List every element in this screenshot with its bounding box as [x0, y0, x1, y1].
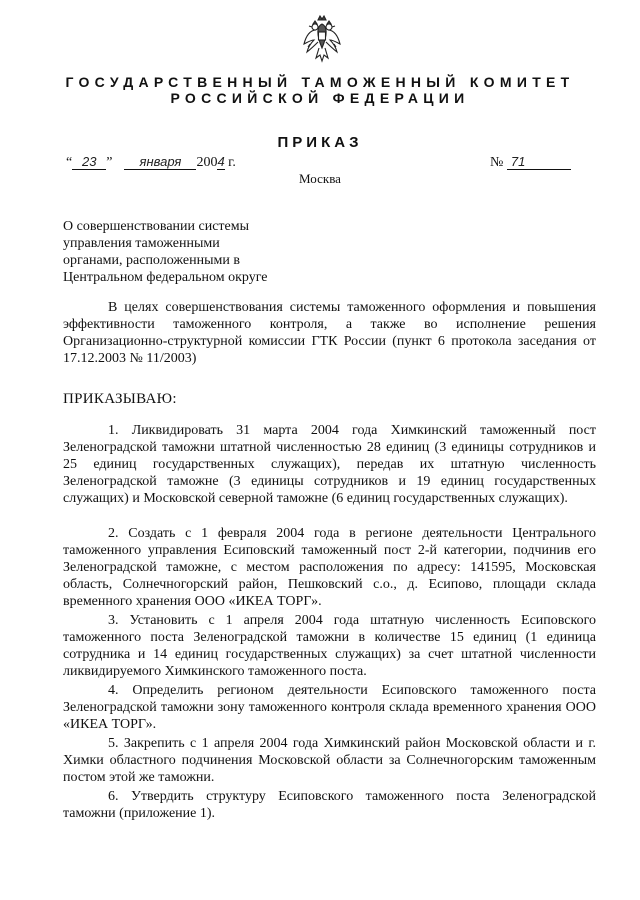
order-item-3: 3. Установить с 1 апреля 2004 года штатную численность Есиповского таможенного поста Зеленоградской таможни в количестве 15 единиц (1 единица сотрудника и 14 единиц государственных служащих) за счет штатной численности ликвидируемого Химкинского таможенного поста.	[63, 613, 596, 679]
date-quote-open: “	[66, 155, 73, 170]
order-item-2: 2. Создать с 1 февраля 2004 года в регионе деятельности Центрального таможенного управления Есиповский таможенный пост 2-й категории, подчинив его Зеленоградской таможне, с местом расположения по адресу: 141595, Московская область, Солнечногорский район, Пешковский с.о., д. Есипово, площади склада временного хранения ООО «ИКЕА ТОРГ».	[63, 526, 596, 609]
document-date	[66, 154, 236, 171]
date-quote-close: ”	[106, 155, 113, 170]
order-item-1: 1. Ликвидировать 31 марта 2004 года Химкинский таможенный пост Зеленоградской таможни штатной численностью 28 единиц (3 единицы сотрудников и 25 единиц государственных служащих), передав их штатную численность Зеленоградской таможне (3 единицы сотрудников и 19 единиц государственных служащих) и Московской северной таможне (6 единиц государственных служащих).	[63, 423, 596, 506]
issue-city: Москва	[299, 171, 341, 186]
subject-line: О совершенствовании системы	[63, 219, 250, 234]
document-number	[490, 154, 571, 171]
order-item-4: 4. Определить регионом деятельности Есиповского таможенного поста Зеленоградской таможни зону таможенного контроля склада временного хранения ООО «ИКЕА ТОРГ».	[63, 683, 596, 732]
number-value: 71	[507, 154, 571, 170]
document-title: ПРИКАЗ	[277, 134, 363, 151]
date-year-suffix: г.	[224, 155, 236, 170]
date-day: 23	[72, 154, 106, 170]
subject-heading	[63, 218, 323, 286]
order-word: ПРИКАЗЫВАЮ:	[63, 391, 177, 407]
double-headed-eagle-emblem-icon	[302, 14, 342, 64]
date-year-prefix: 200	[196, 155, 218, 170]
preamble-paragraph: В целях совершенствования системы таможенного оформления и повышения эффективности таможенного контроля, а также во исполнение решения Организационно-структурной комиссии ГТК России (пункт 6 протокола заседания от 17.12.2003 № 11/2003)	[63, 300, 596, 366]
date-month: января	[124, 154, 196, 170]
number-label: №	[490, 155, 504, 170]
organization-name-line1: ГОСУДАРСТВЕННЫЙ ТАМОЖЕННЫЙ КОМИТЕТ	[65, 74, 575, 90]
subject-line: Центральном федеральном округе	[63, 270, 268, 285]
subject-line: управления таможенными	[63, 236, 220, 251]
order-item-5: 5. Закрепить с 1 апреля 2004 года Химкинский район Московской области и г. Химки областного подчинения Московской области за Солнечногорским таможенным постом этой же таможни.	[63, 736, 596, 785]
date-year-digit: 4	[217, 154, 225, 169]
order-item-6: 6. Утвердить структуру Есиповского таможенного поста Зеленоградской таможни (приложение 1).	[63, 789, 596, 821]
subject-line: органами, расположенными в	[63, 253, 240, 268]
organization-name-line2: РОССИЙСКОЙ ФЕДЕРАЦИИ	[170, 90, 470, 106]
